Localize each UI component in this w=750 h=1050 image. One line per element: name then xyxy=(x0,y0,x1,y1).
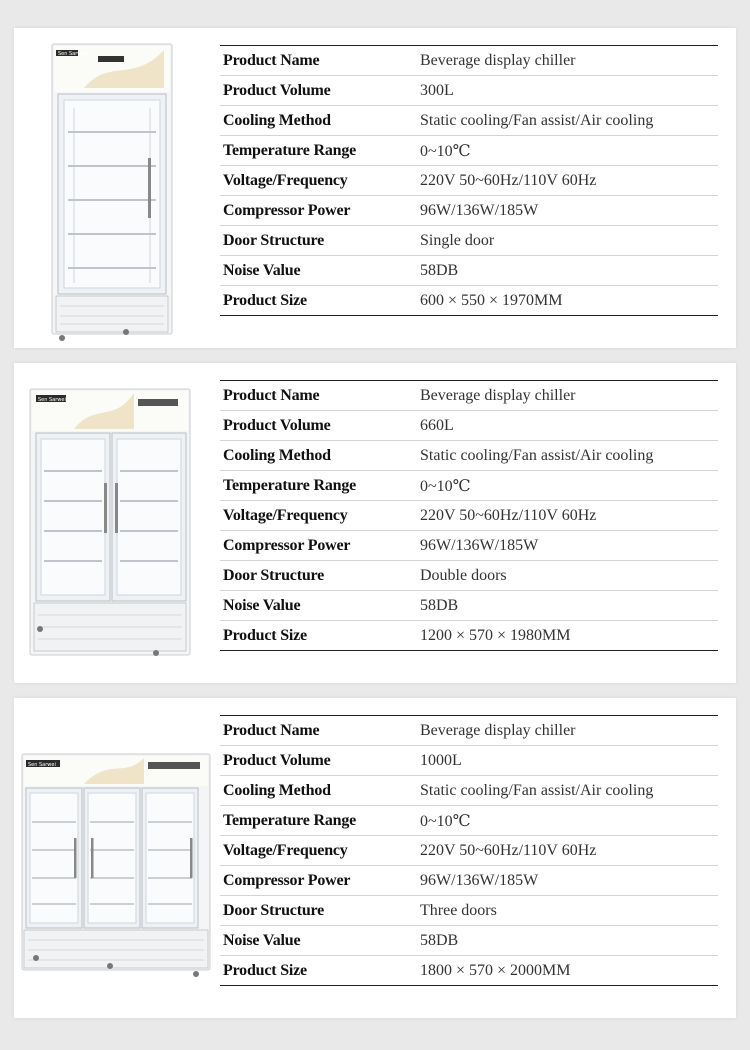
table-row xyxy=(220,286,718,316)
product-image xyxy=(14,363,219,683)
spec-value: 58DB xyxy=(417,591,718,621)
spec-value: 1200 × 570 × 1980MM xyxy=(420,626,571,644)
spec-value: 96W/136W/185W xyxy=(417,531,718,561)
spec-label: Cooling Method xyxy=(220,776,417,806)
spec-label: Temperature Range xyxy=(220,136,417,166)
spec-label: Product Name xyxy=(220,381,417,411)
spec-value: 300L xyxy=(417,76,718,106)
table-row xyxy=(220,561,718,591)
spec-value: Static cooling/Fan assist/Air cooling xyxy=(417,106,718,136)
spec-label: Temperature Range xyxy=(220,471,417,501)
table-row xyxy=(220,46,718,76)
spec-value: 58DB xyxy=(417,926,718,956)
spec-value: Three doors xyxy=(417,896,718,926)
spec-label: Product Volume xyxy=(220,76,417,106)
spec-value: 96W/136W/185W xyxy=(417,866,718,896)
spec-label: Product Size xyxy=(223,291,307,309)
table-row xyxy=(220,196,718,226)
product-image xyxy=(14,28,219,348)
spec-value: 0~10℃ xyxy=(417,471,718,501)
table-row xyxy=(220,106,718,136)
spec-table xyxy=(220,715,718,986)
spec-label: Door Structure xyxy=(220,896,417,926)
spec-label: Product Name xyxy=(220,716,417,746)
spec-label: Noise Value xyxy=(220,926,417,956)
table-row xyxy=(220,531,718,561)
brand-logo: Sen Sarwei xyxy=(28,762,56,768)
table-row xyxy=(220,471,718,501)
table-row xyxy=(220,866,718,896)
spec-value: 220V 50~60Hz/110V 60Hz xyxy=(417,501,718,531)
spec-label: Product Volume xyxy=(220,411,417,441)
table-row xyxy=(220,591,718,621)
table-row xyxy=(220,776,718,806)
spec-label: Product Size xyxy=(223,961,307,979)
spec-value: 220V 50~60Hz/110V 60Hz xyxy=(417,836,718,866)
table-row xyxy=(220,226,718,256)
spec-value: 600 × 550 × 1970MM xyxy=(420,291,563,309)
spec-label: Temperature Range xyxy=(220,806,417,836)
table-row xyxy=(220,256,718,286)
table-row xyxy=(220,381,718,411)
spec-value: Static cooling/Fan assist/Air cooling xyxy=(417,776,718,806)
product-card-three-door xyxy=(14,698,736,1018)
table-row xyxy=(220,441,718,471)
spec-label: Door Structure xyxy=(220,226,417,256)
spec-label: Product Name xyxy=(220,46,417,76)
table-row xyxy=(220,956,718,986)
spec-label: Noise Value xyxy=(220,591,417,621)
table-row xyxy=(220,926,718,956)
spec-value: Beverage display chiller xyxy=(417,46,718,76)
spec-label: Product Volume xyxy=(220,746,417,776)
spec-value: Static cooling/Fan assist/Air cooling xyxy=(417,441,718,471)
spec-table xyxy=(220,380,718,651)
spec-label: Voltage/Frequency xyxy=(220,836,417,866)
spec-value: Single door xyxy=(417,226,718,256)
spec-label: Voltage/Frequency xyxy=(220,501,417,531)
product-card-single-door xyxy=(14,28,736,348)
spec-label: Compressor Power xyxy=(220,866,417,896)
spec-value: Double doors xyxy=(417,561,718,591)
spec-label: Voltage/Frequency xyxy=(220,166,417,196)
spec-label: Cooling Method xyxy=(220,106,417,136)
table-row xyxy=(220,501,718,531)
spec-value: 96W/136W/185W xyxy=(417,196,718,226)
spec-label: Compressor Power xyxy=(220,196,417,226)
product-image xyxy=(14,698,219,1018)
spec-value: 0~10℃ xyxy=(417,806,718,836)
spec-label: Noise Value xyxy=(220,256,417,286)
table-row xyxy=(220,136,718,166)
spec-table xyxy=(220,45,718,316)
spec-value: Beverage display chiller xyxy=(417,381,718,411)
spec-label: Compressor Power xyxy=(220,531,417,561)
table-row xyxy=(220,806,718,836)
spec-value: Beverage display chiller xyxy=(417,716,718,746)
table-row xyxy=(220,166,718,196)
table-row xyxy=(220,716,718,746)
table-row xyxy=(220,76,718,106)
table-row xyxy=(220,836,718,866)
spec-value: 1800 × 570 × 2000MM xyxy=(420,961,571,979)
spec-value: 1000L xyxy=(417,746,718,776)
table-row xyxy=(220,896,718,926)
spec-value: 660L xyxy=(417,411,718,441)
spec-label: Product Size xyxy=(223,626,307,644)
spec-value: 0~10℃ xyxy=(417,136,718,166)
table-row xyxy=(220,411,718,441)
brand-logo: Sen Sarwei xyxy=(58,51,86,57)
table-row xyxy=(220,621,718,651)
table-row xyxy=(220,746,718,776)
product-card-double-door xyxy=(14,363,736,683)
brand-logo: Sen Sarwei xyxy=(38,397,66,403)
spec-label: Cooling Method xyxy=(220,441,417,471)
spec-label: Door Structure xyxy=(220,561,417,591)
spec-value: 58DB xyxy=(417,256,718,286)
spec-value: 220V 50~60Hz/110V 60Hz xyxy=(417,166,718,196)
